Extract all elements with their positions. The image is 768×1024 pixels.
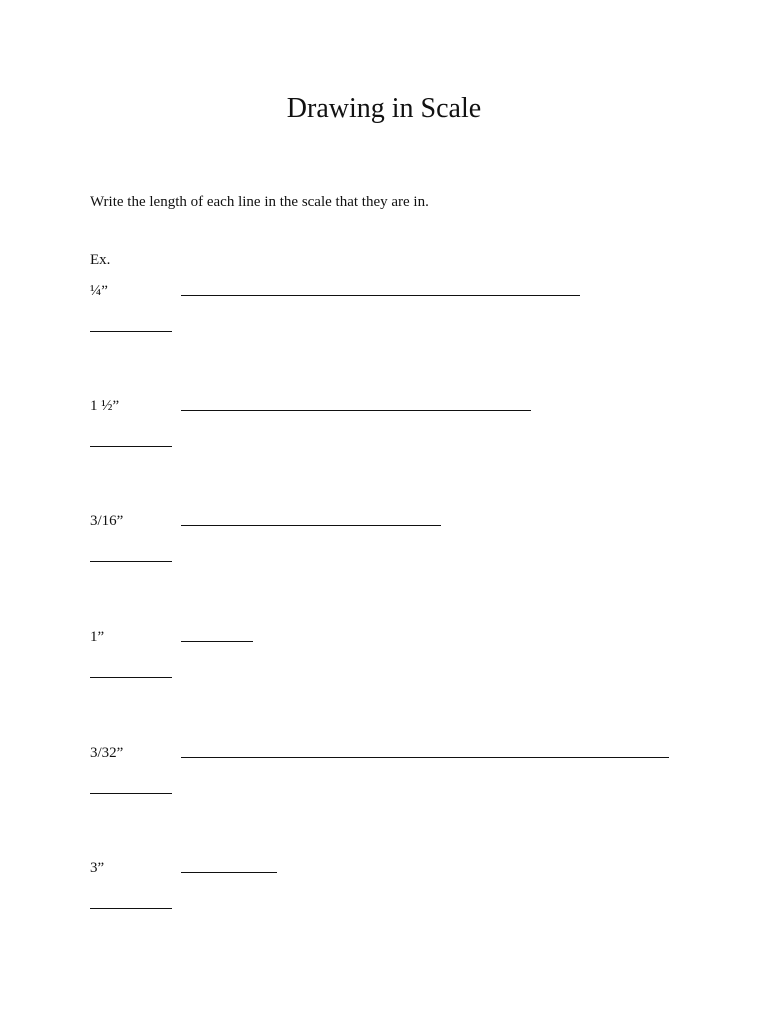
example-label: Ex. <box>90 252 111 268</box>
problem-item <box>0 627 768 687</box>
measure-line <box>181 410 531 411</box>
problem-item <box>0 858 768 918</box>
measure-line <box>181 872 277 873</box>
answer-blank[interactable] <box>90 561 172 562</box>
answer-blank[interactable] <box>90 677 172 678</box>
scale-label: 1 ½” <box>90 398 120 414</box>
answer-blank[interactable] <box>90 331 172 332</box>
measure-line <box>181 757 669 758</box>
measure-line <box>181 525 441 526</box>
problem-item <box>0 743 768 803</box>
scale-label: 3” <box>90 860 105 876</box>
page-title: Drawing in Scale <box>286 93 482 124</box>
scale-label: 1” <box>90 629 105 645</box>
measure-line <box>181 641 253 642</box>
problem-item <box>0 511 768 571</box>
answer-blank[interactable] <box>90 908 172 909</box>
problem-item <box>0 396 768 456</box>
answer-blank[interactable] <box>90 446 172 447</box>
measure-line <box>181 295 580 296</box>
instructions-text: Write the length of each line in the scale that they are in. <box>90 194 429 210</box>
scale-label: 3/16” <box>90 513 124 529</box>
problem-item <box>0 281 768 341</box>
answer-blank[interactable] <box>90 793 172 794</box>
scale-label: ¼” <box>90 283 108 299</box>
scale-label: 3/32” <box>90 745 124 761</box>
